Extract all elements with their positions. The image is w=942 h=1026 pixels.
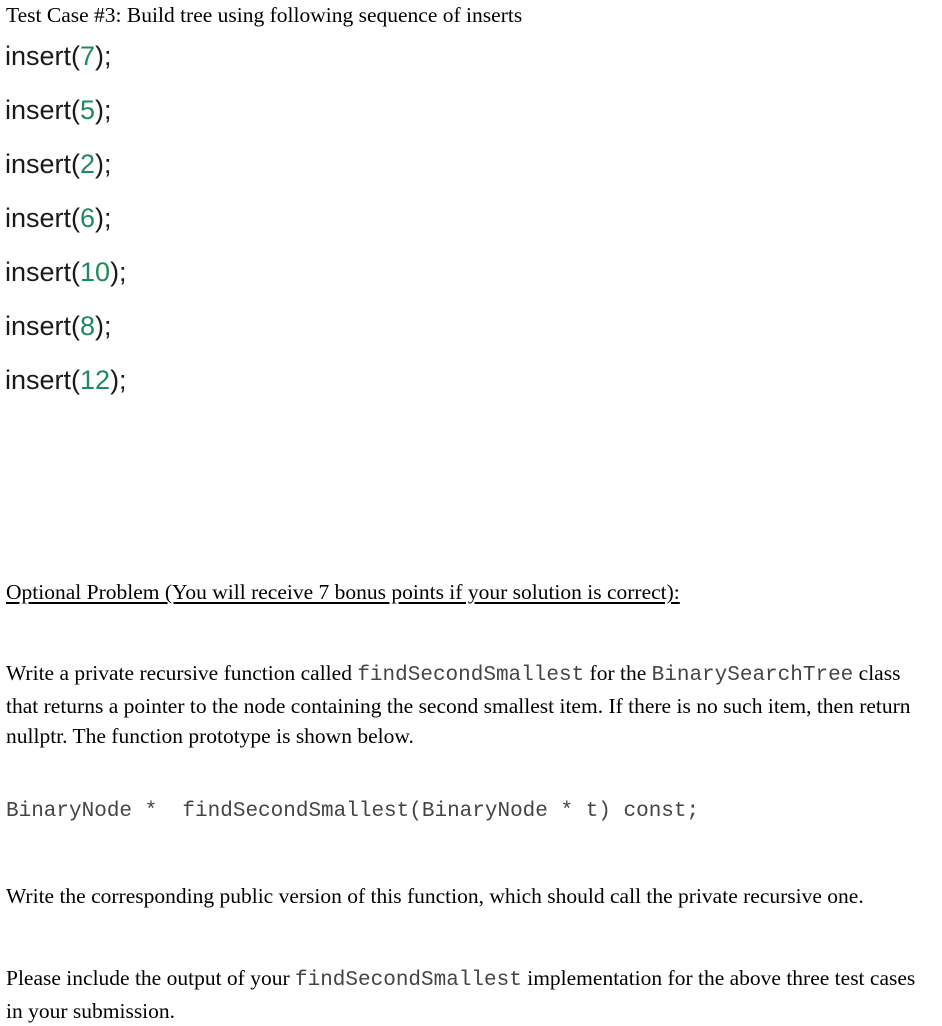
insert-end: );: [95, 203, 112, 233]
submission-instruction: [6, 963, 931, 1026]
class-name-code: BinarySearchTree: [651, 664, 854, 687]
insert-arg: 5: [80, 95, 96, 125]
insert-sequence-list: [5, 38, 127, 416]
desc-text: Write a private recursive function called: [6, 661, 358, 685]
insert-arg: 10: [80, 257, 111, 287]
insert-fn: insert(: [5, 95, 81, 125]
insert-fn: insert(: [5, 41, 81, 71]
insert-line: [5, 308, 127, 362]
function-name-code: findSecondSmallest: [295, 969, 522, 992]
insert-fn: insert(: [5, 365, 81, 395]
insert-line: [5, 254, 127, 308]
insert-end: );: [95, 149, 112, 179]
function-prototype: BinaryNode * findSecondSmallest(BinaryNode * t) const;: [6, 800, 700, 823]
insert-fn: insert(: [5, 203, 81, 233]
insert-fn: insert(: [5, 311, 81, 341]
insert-arg: 8: [80, 311, 96, 341]
instr-text: Please include the output of your: [6, 966, 295, 990]
insert-line: [5, 200, 127, 254]
insert-end: );: [95, 41, 112, 71]
insert-arg: 7: [80, 41, 96, 71]
insert-end: );: [95, 311, 112, 341]
insert-arg: 12: [80, 365, 111, 395]
insert-line: [5, 92, 127, 146]
insert-end: );: [95, 95, 112, 125]
insert-arg: 6: [80, 203, 96, 233]
function-name-code: findSecondSmallest: [357, 664, 585, 687]
insert-end: );: [110, 365, 127, 395]
insert-line: [5, 38, 127, 92]
public-version-instruction: Write the corresponding public version of this function, which should call the private recursive one.: [6, 884, 864, 908]
insert-fn: insert(: [5, 149, 81, 179]
desc-text: class that returns a pointer to the node containing the second smallest item. If there is no such item, then return nullptr. The function prototype is shown below.: [6, 661, 911, 748]
insert-line: [5, 362, 127, 416]
insert-line: [5, 146, 127, 200]
instr-text: implementation for the above three test cases in your submission.: [6, 966, 916, 1023]
desc-text: for the: [584, 661, 652, 685]
insert-end: );: [110, 257, 127, 287]
insert-fn: insert(: [5, 257, 81, 287]
test-case-heading: Test Case #3: Build tree using following sequence of inserts: [6, 3, 523, 27]
insert-arg: 2: [80, 149, 96, 179]
optional-problem-title: Optional Problem (You will receive 7 bonus points if your solution is correct):: [6, 580, 680, 604]
problem-description: [6, 658, 931, 751]
